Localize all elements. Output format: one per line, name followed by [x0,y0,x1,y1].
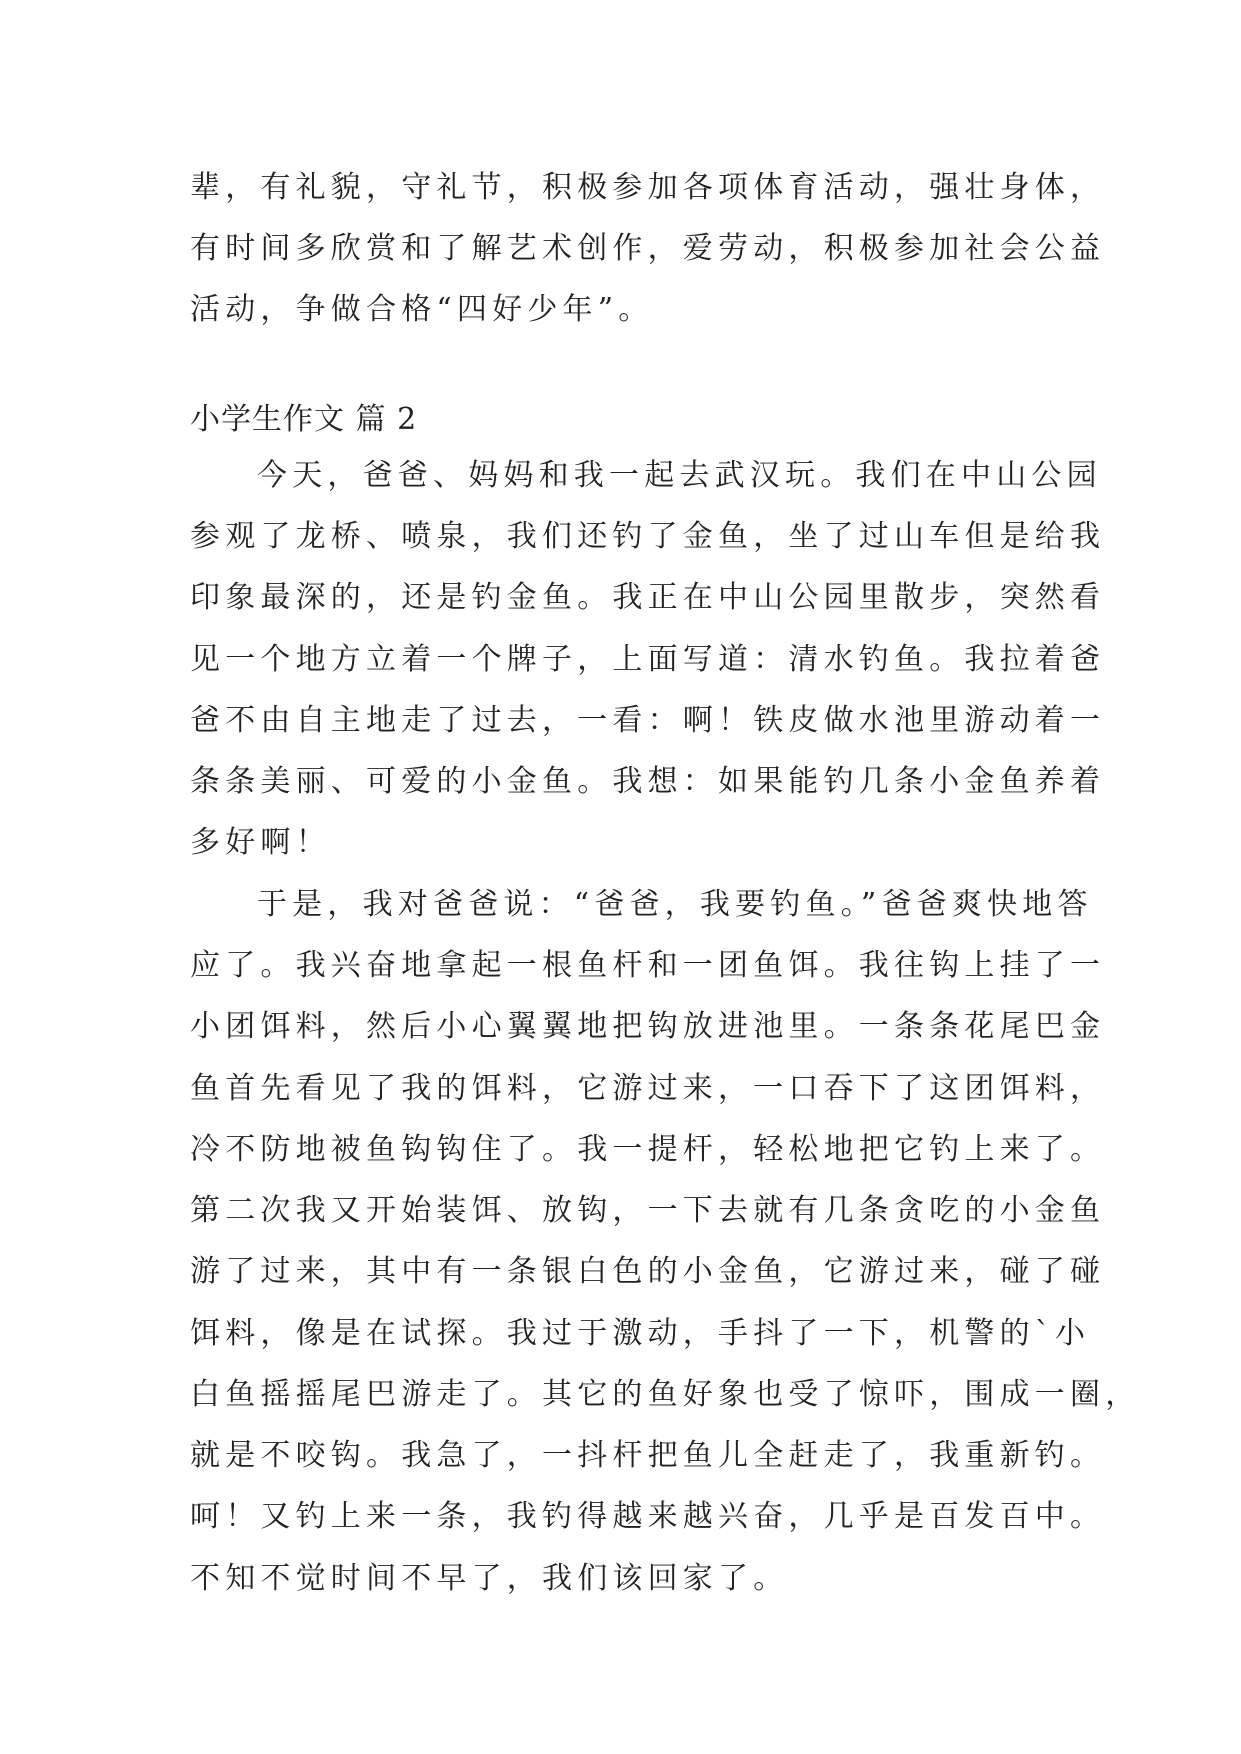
text-line: 多好啊！ [190,825,331,860]
text-line: 活动，争做合格“四好少年”。 [190,292,654,327]
text-line: 不知不觉时间不早了，我们该回家了。 [190,1561,789,1596]
text-line: 鱼首先看见了我的饵料，它游过来，一口吞下了这团饵料， [190,1071,1106,1106]
section-heading: 小学生作文 篇 2 [190,402,418,437]
text-line: 饵料，像是在试探。我过于激动，手抖了一下，机警的`小 [190,1316,1091,1351]
text-line: 见一个地方立着一个牌子，上面写道：清水钓鱼。我拉着爸 [190,642,1106,677]
text-line: 参观了龙桥、喷泉，我们还钓了金鱼，坐了过山车但是给我 [190,519,1106,554]
text-line: 今天，爸爸、妈妈和我一起去武汉玩。我们在中山公园 [257,458,1102,493]
text-line: 第二次我又开始装饵、放钩，一下去就有几条贪吃的小金鱼 [190,1193,1106,1228]
text-line: 呵！又钓上来一条，我钓得越来越兴奋，几乎是百发百中。 [190,1499,1106,1534]
text-line: 爸不由自主地走了过去，一看：啊！铁皮做水池里游动着一 [190,703,1106,738]
text-line: 白鱼摇摇尾巴游走了。其它的鱼好象也受了惊吓，围成一圈， [190,1377,1141,1412]
text-line: 有时间多欣赏和了解艺术创作，爱劳动，积极参加社会公益 [190,231,1106,266]
text-line: 辈，有礼貌，守礼节，积极参加各项体育活动，强壮身体， [190,170,1106,205]
text-line: 冷不防地被鱼钩钩住了。我一提杆，轻松地把它钓上来了。 [190,1132,1106,1167]
text-line: 应了。我兴奋地拿起一根鱼杆和一团鱼饵。我往钩上挂了一 [190,948,1106,983]
text-line: 小团饵料，然后小心翼翼地把钩放进池里。一条条花尾巴金 [190,1009,1106,1044]
text-line: 游了过来，其中有一条银白色的小金鱼，它游过来，碰了碰 [190,1254,1106,1289]
text-line: 于是，我对爸爸说：“爸爸，我要钓鱼。”爸爸爽快地答 [257,887,1093,922]
text-line: 印象最深的，还是钓金鱼。我正在中山公园里散步，突然看 [190,580,1106,615]
text-line: 就是不咬钩。我急了，一抖杆把鱼儿全赶走了，我重新钓。 [190,1438,1106,1473]
text-line: 条条美丽、可爱的小金鱼。我想：如果能钓几条小金鱼养着 [190,764,1106,799]
